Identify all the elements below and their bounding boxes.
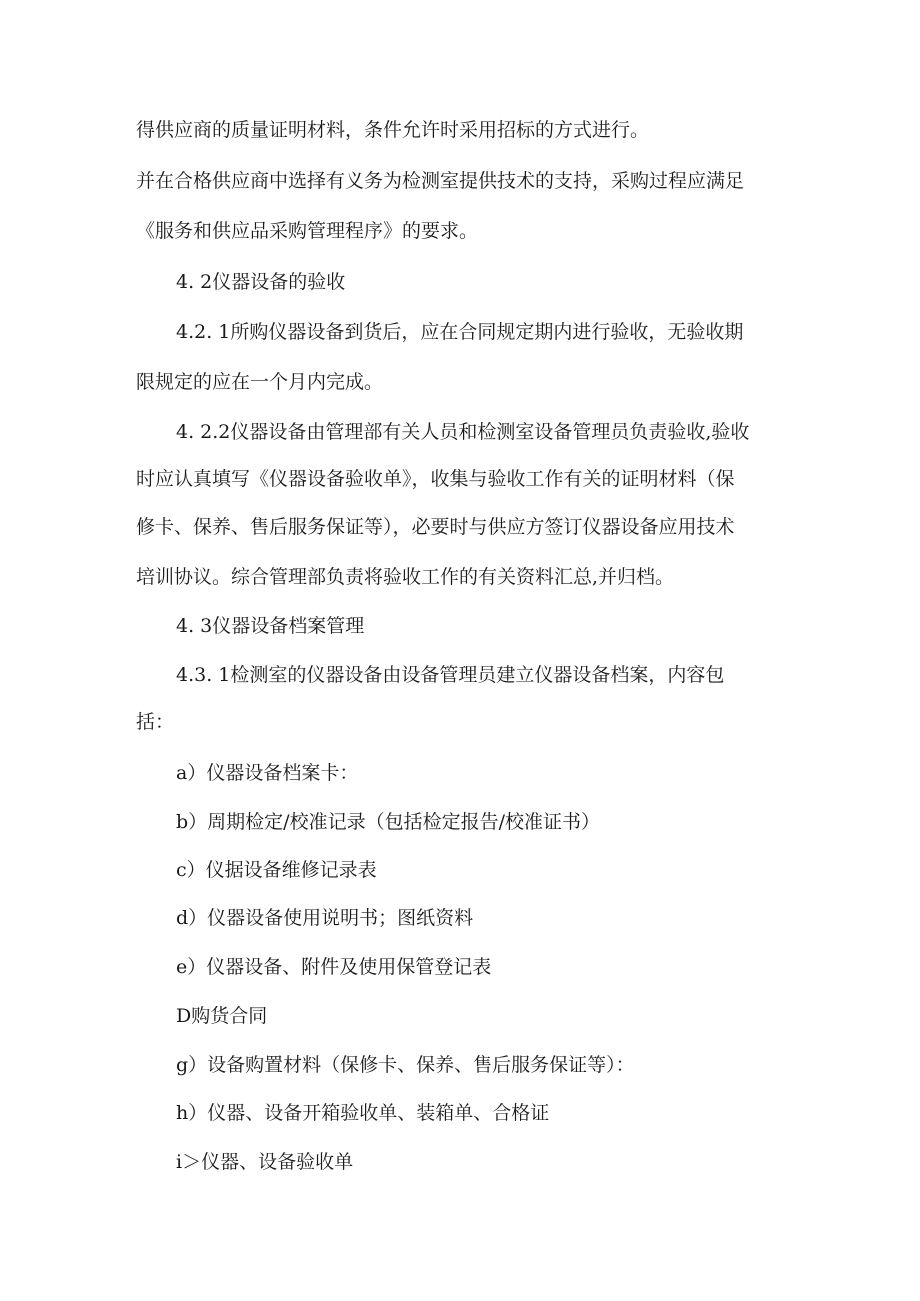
list-item: D购货合同 bbox=[176, 1005, 268, 1027]
text-line: 4.2. 1所购仪器设备到货后，应在合同规定期内进行验收，无验收期 bbox=[176, 321, 744, 343]
text-line: 修卡、保养、售后服务保证等），必要时与供应方签订仪器设备应用技术 bbox=[136, 516, 735, 538]
text-line: 4.3. 1检测室的仪器设备由设备管理员建立仪器设备档案，内容包 bbox=[176, 664, 725, 686]
section-heading: 4. 3仪器设备档案管理 bbox=[176, 615, 365, 637]
list-item: a）仪器设备档案卡： bbox=[176, 762, 359, 784]
text-line: 并在合格供应商中选择有义务为检测室提供技术的支持，采购过程应满足 bbox=[136, 170, 745, 192]
text-line: 4. 2.2仪器设备由管理部有关人员和检测室设备管理员负责验收,验收 bbox=[176, 421, 750, 443]
list-item: g）设备购置材料（保修卡、保养、售后服务保证等）： bbox=[176, 1054, 635, 1076]
text-line: 时应认真填写《仪器设备验收单》，收集与验收工作有关的证明材料（保 bbox=[136, 468, 735, 490]
list-item: e）仪器设备、附件及使用保管登记表 bbox=[176, 956, 492, 978]
text-line: 培训协议。综合管理部负责将验收工作的有关资料汇总,并归档。 bbox=[136, 566, 675, 588]
text-line: 限规定的应在一个月内完成。 bbox=[136, 371, 384, 393]
list-item: h）仪器、设备开箱验收单、装箱单、合格证 bbox=[176, 1102, 550, 1124]
section-heading: 4. 2仪器设备的验收 bbox=[176, 271, 346, 293]
text-line: 得供应商的质量证明材料，条件允许时采用招标的方式进行。 bbox=[136, 119, 650, 141]
list-item: c）仪据设备维修记录表 bbox=[176, 859, 377, 881]
list-item: b）周期检定/校准记录（包括检定报告/校准证书） bbox=[176, 811, 600, 833]
list-item: i＞仪器、设备验收单 bbox=[176, 1151, 354, 1173]
text-line: 括： bbox=[136, 711, 175, 733]
text-line: 《服务和供应品采购管理程序》的要求。 bbox=[136, 220, 479, 242]
list-item: d）仪器设备使用说明书；图纸资料 bbox=[176, 907, 474, 929]
